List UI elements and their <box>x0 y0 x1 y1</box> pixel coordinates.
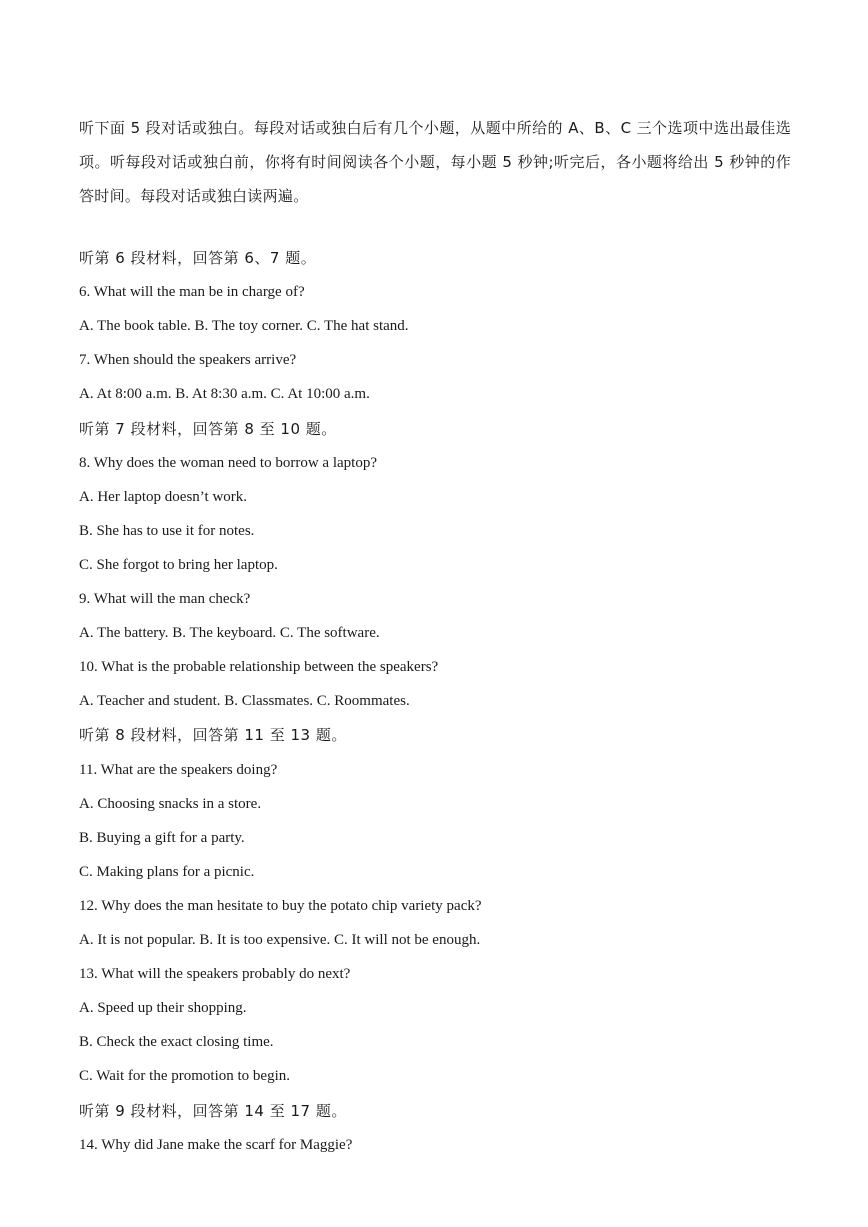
answer-options: A. Teacher and student. B. Classmates. C. Roommates. <box>79 693 410 710</box>
question-text: 7. When should the speakers arrive? <box>79 352 297 369</box>
answer-options: C. Making plans for a picnic. <box>79 863 255 880</box>
answer-options: A. The battery. B. The keyboard. C. The software. <box>79 625 380 642</box>
answer-options: A. Her laptop doesn’t work. <box>79 488 248 505</box>
answer-options: B. Buying a gift for a party. <box>79 829 245 846</box>
answer-options: A. At 8:00 a.m. B. At 8:30 a.m. C. At 10:00 a.m. <box>79 386 370 403</box>
question-text: 14. Why did Jane make the scarf for Maggie? <box>79 1136 353 1153</box>
question-text: 11. What are the speakers doing? <box>79 761 278 778</box>
question-text: 13. What will the speakers probably do next? <box>79 966 351 983</box>
section-instructions: 听下面 5 段对话或独白。每段对话或独白后有几个小题，从题中所给的 A、B、C 三个选项中选出最佳选项。听每段对话或独白前，你将有时间阅读各个小题，每小题 5 秒钟;听完后，各小题将给出 5 秒钟的作答时间。每段对话或独白读两遍。 <box>79 119 791 205</box>
section-header: 听第 9 段材料，回答第 14 至 17 题。 <box>79 1101 347 1120</box>
question-text: 8. Why does the woman need to borrow a laptop? <box>79 454 377 471</box>
section-header: 听第 6 段材料，回答第 6、7 题。 <box>79 249 317 267</box>
question-text: 12. Why does the man hesitate to buy the potato chip variety pack? <box>79 897 482 914</box>
answer-options: A. Speed up their shopping. <box>79 1000 247 1017</box>
question-text: 10. What is the probable relationship between the speakers? <box>79 659 439 676</box>
section-header: 听第 7 段材料，回答第 8 至 10 题。 <box>79 419 337 438</box>
answer-options: C. She forgot to bring her laptop. <box>79 556 278 573</box>
answer-options: B. She has to use it for notes. <box>79 522 255 539</box>
question-text: 9. What will the man check? <box>79 591 251 607</box>
answer-options: A. Choosing snacks in a store. <box>79 795 262 812</box>
answer-options: A. It is not popular. B. It is too expensive. C. It will not be enough. <box>79 932 481 948</box>
answer-options: A. The book table. B. The toy corner. C. The hat stand. <box>79 318 409 335</box>
question-text: 6. What will the man be in charge of? <box>79 284 305 301</box>
section-header: 听第 8 段材料，回答第 11 至 13 题。 <box>79 726 347 745</box>
answer-options: C. Wait for the promotion to begin. <box>79 1068 290 1085</box>
answer-options: B. Check the exact closing time. <box>79 1034 274 1051</box>
